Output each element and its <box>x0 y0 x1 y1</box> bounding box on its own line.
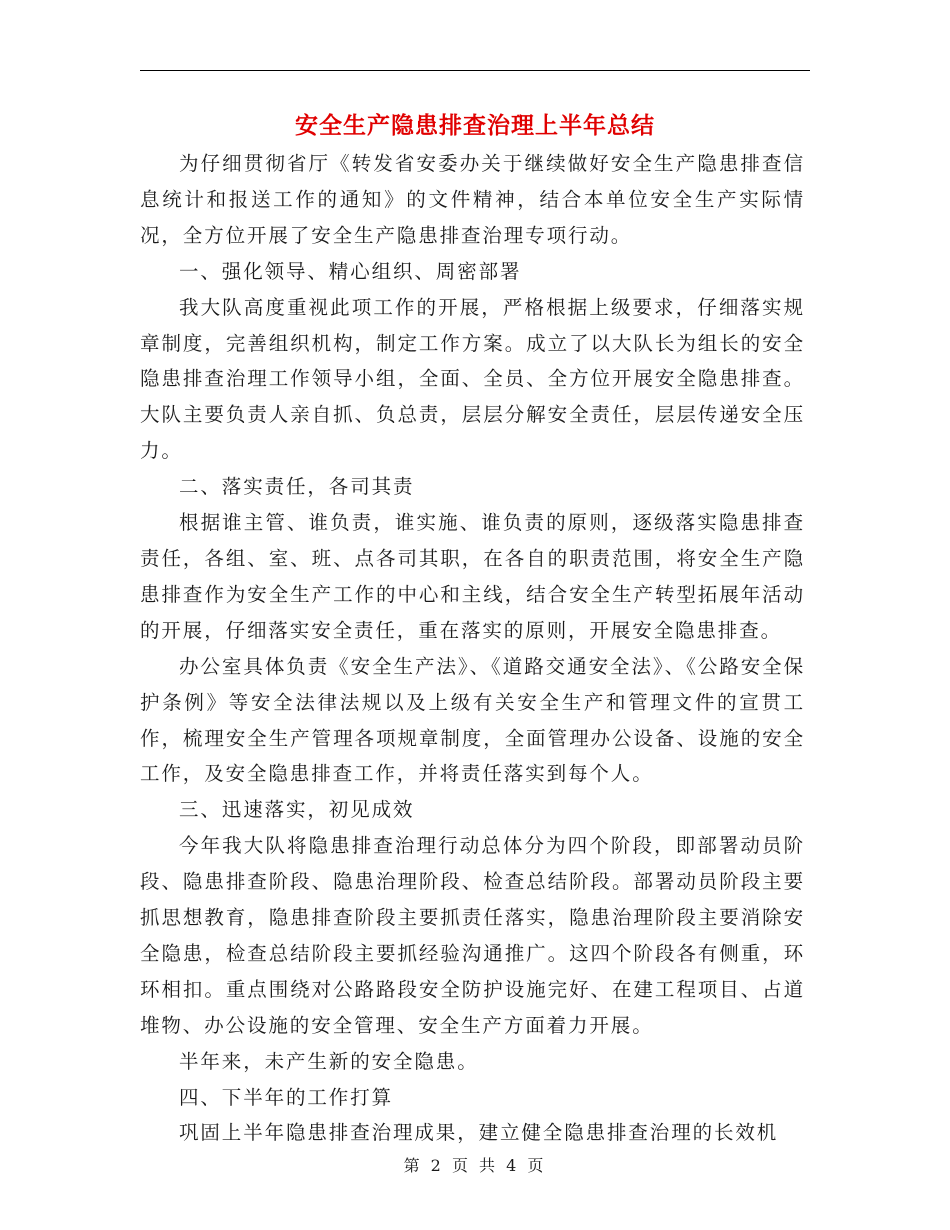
section-heading-4: 四、下半年的工作打算 <box>179 1085 394 1109</box>
section-heading-2: 二、落实责任，各司其责 <box>179 475 415 499</box>
paragraph-section-1: 我大队高度重视此项工作的开展，严格根据上级要求，仔细落实规章制度，完善组织机构，制定工作方案。成立了以大队长为组长的安全隐患排查治理工作领导小组，全面、全员、全方位开展安全隐患排查。大队主要负责人亲自抓、负总责，层层分解安全责任，层层传递安全压力。 <box>140 295 805 463</box>
paragraph-section-3: 今年我大队将隐患排查治理行动总体分为四个阶段，即部署动员阶段、隐患排查阶段、隐患治理阶段、检查总结阶段。部署动员阶段主要抓思想教育，隐患排查阶段主要抓责任落实，隐患治理阶段主要消除安全隐患，检查总结阶段主要抓经验沟通推广。这四个阶段各有侧重，环环相扣。重点围绕对公路路段安全防护设施完好、在建工程项目、占道堆物、办公设施的安全管理、安全生产方面着力开展。 <box>140 834 805 1037</box>
paragraph-intro: 为仔细贯彻省厅《转发省安委办关于继续做好安全生产隐患排查信息统计和报送工作的通知》的文件精神，结合本单位安全生产实际情况，全方位开展了安全生产隐患排查治理专项行动。 <box>140 152 805 247</box>
paragraph-section-2-office: 办公室具体负责《安全生产法》、《道路交通安全法》、《公路安全保护条例》等安全法律法规以及上级有关安全生产和管理文件的宣贯工作，梳理安全生产管理各项规章制度，全面管理办公设备、设施的安全工作，及安全隐患排查工作，并将责任落实到每个人。 <box>140 654 805 786</box>
section-heading-1: 一、强化领导、精心组织、周密部署 <box>179 259 522 283</box>
header-rule <box>140 70 810 71</box>
paragraph-section-4: 巩固上半年隐患排查治理成果，建立健全隐患排查治理的长效机 <box>179 1121 779 1145</box>
paragraph-section-3-result: 半年来，未产生新的安全隐患。 <box>179 1049 479 1073</box>
paragraph-section-2: 根据谁主管、谁负责，谁实施、谁负责的原则，逐级落实隐患排查责任，各组、室、班、点各司其职，在各自的职责范围，将安全生产隐患排查作为安全生产工作的中心和主线，结合安全生产转型拓展年活动的开展，仔细落实安全责任，重在落实的原则，开展安全隐患排查。 <box>140 511 805 642</box>
document-title: 安全生产隐患排查治理上半年总结 <box>295 112 655 139</box>
section-heading-3: 三、迅速落实，初见成效 <box>179 798 415 822</box>
document-body <box>140 146 805 1151</box>
page-number-footer: 第 2 页 共 4 页 <box>403 1156 547 1175</box>
